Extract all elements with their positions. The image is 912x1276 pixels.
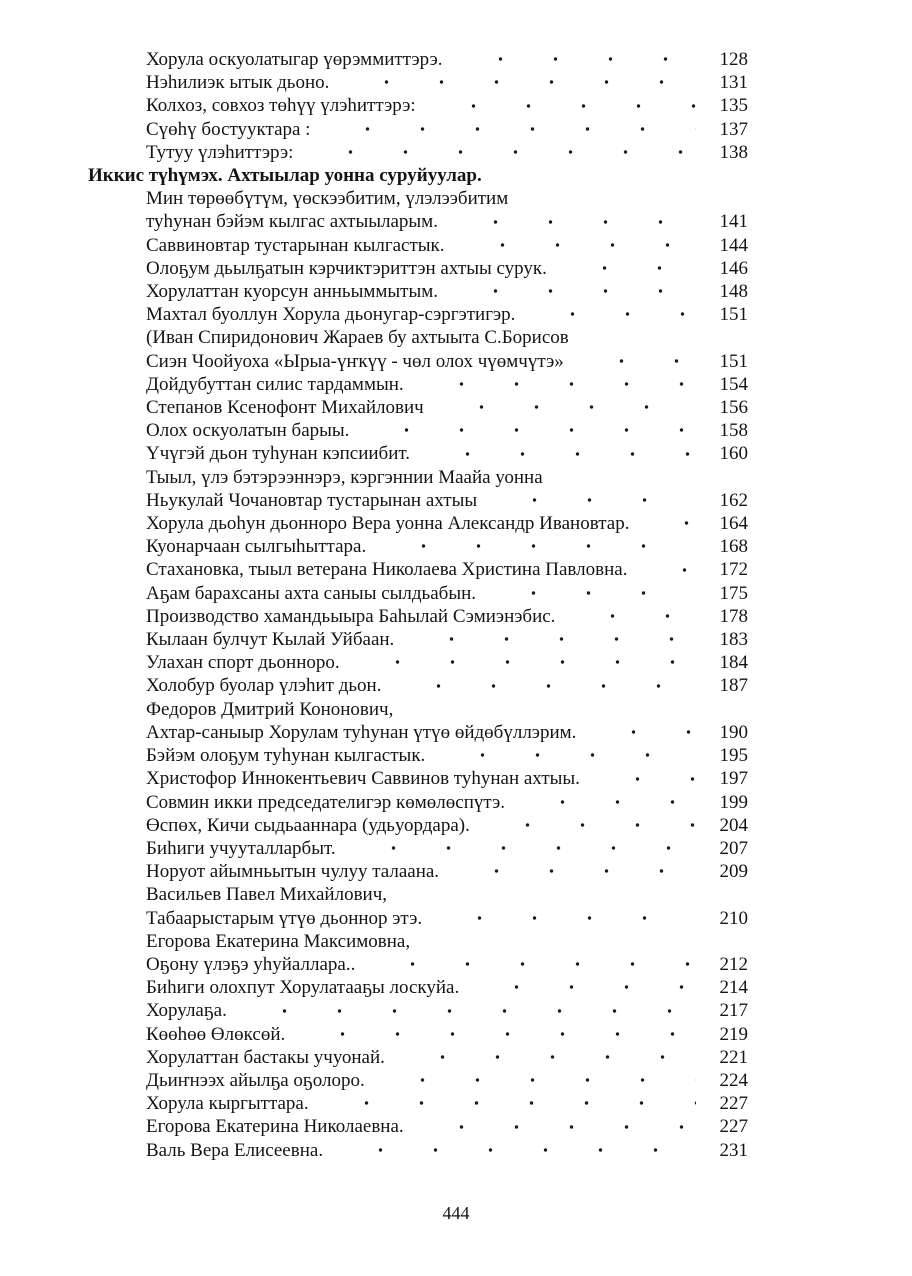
toc-line-text: Колхоз, совхоз төһүү үлэһиттэрэ: xyxy=(146,95,416,117)
toc-page-number: 168 xyxy=(719,536,748,558)
toc-line-text: Дьиҥнээх айылҕа оҕолоро. xyxy=(146,1069,365,1091)
toc-line xyxy=(146,48,748,71)
toc-page-number: 184 xyxy=(719,652,748,674)
toc-line-text: туһунан бэйэм кылгас ахтыыларым. xyxy=(146,211,438,233)
toc-line xyxy=(146,837,748,860)
toc-line xyxy=(146,71,748,94)
toc-line xyxy=(146,976,748,999)
dot-leader xyxy=(377,1069,696,1092)
toc-line xyxy=(146,651,748,674)
toc-line xyxy=(146,118,748,141)
toc-line xyxy=(146,860,748,883)
toc-page-number: 135 xyxy=(719,95,748,117)
toc-line-text: Биһиги учууталларбыт. xyxy=(146,837,336,859)
toc-line-text: Васильев Павел Михайлович, xyxy=(146,884,388,906)
dot-leader xyxy=(639,558,696,581)
toc-page-number: 144 xyxy=(719,234,748,256)
toc-page-number: 156 xyxy=(719,397,748,419)
toc-line xyxy=(146,442,748,465)
toc-line xyxy=(146,350,748,373)
toc-page-number: 151 xyxy=(719,304,748,326)
dot-leader xyxy=(437,744,696,767)
toc-line xyxy=(146,210,748,233)
toc-line-text: Хорула дьоһун дьонноро Вера уонна Александр Ивановтар. xyxy=(146,513,630,535)
toc-line xyxy=(146,396,748,419)
toc-line-text: Христофор Иннокентьевич Саввинов туһунан ахтыы. xyxy=(146,768,580,790)
dot-leader xyxy=(416,1115,696,1138)
dot-leader xyxy=(305,141,696,164)
dot-leader xyxy=(239,999,696,1022)
toc-line xyxy=(146,373,748,396)
section-heading xyxy=(88,164,748,187)
toc-line-text: Валь Вера Елисеевна. xyxy=(146,1139,324,1161)
toc-page-number: 183 xyxy=(719,629,748,651)
toc-line-text: Улахан спорт дьонноро. xyxy=(146,652,340,674)
dot-leader xyxy=(482,814,696,837)
toc-line-text: Нэһилиэк ытык дьоно. xyxy=(146,72,330,94)
dot-leader xyxy=(422,442,696,465)
dot-leader xyxy=(434,907,696,930)
toc-page-number: 146 xyxy=(719,257,748,279)
toc-line-text: Иккис түһүмэх. Ахтыылар уонна суруйуулар. xyxy=(88,165,482,187)
toc-line xyxy=(146,257,748,280)
dot-leader xyxy=(393,674,696,697)
toc-line xyxy=(146,605,748,628)
toc-line-text: Бэйэм олоҕум туһунан кылгастык. xyxy=(146,745,426,767)
toc-line xyxy=(146,141,748,164)
toc-line-text: Ахтар-саныыр Хорулам туһунан үтүө өйдөбүллэрим. xyxy=(146,721,577,743)
dot-leader xyxy=(297,1023,696,1046)
toc-line-text: Аҕам барахсаны ахта саныы сылдьабын. xyxy=(146,582,477,604)
toc-line-text: Тутуу үлэһиттэрэ: xyxy=(146,141,294,163)
toc-page-number: 172 xyxy=(719,559,748,581)
toc-page-number: 231 xyxy=(719,1139,748,1161)
dot-leader xyxy=(416,373,696,396)
toc-line-text: Табаарыстарым үтүө дьоннор этэ. xyxy=(146,907,423,929)
toc-line-text: Производство хамандьыыра Баһылай Сэмиэнэбис. xyxy=(146,605,556,627)
dot-leader xyxy=(576,350,696,373)
toc-line-text: Сүөһү бостууктара : xyxy=(146,118,311,140)
toc-line xyxy=(146,512,748,535)
toc-line xyxy=(146,674,748,697)
dot-leader xyxy=(348,837,696,860)
toc-line-text: Хорулаттан куорсун анньыммытым. xyxy=(146,281,438,303)
dot-leader xyxy=(450,210,696,233)
toc-page-number: 227 xyxy=(719,1116,748,1138)
toc-line xyxy=(146,303,748,326)
toc-line xyxy=(146,466,748,489)
toc-page-number: 151 xyxy=(719,350,748,372)
toc-line-text: Совмин икки председателигэр көмөлөспүтэ. xyxy=(146,791,506,813)
toc-line-text: Олох оскуолатын барыы. xyxy=(146,420,350,442)
toc-line-text: Хорулаҕа. xyxy=(146,1000,227,1022)
toc-line xyxy=(146,907,748,930)
toc-line-text: Дойдубуттан силис тардаммын. xyxy=(146,373,404,395)
toc-line xyxy=(146,628,748,651)
dot-leader xyxy=(450,280,696,303)
toc-line xyxy=(146,1092,748,1115)
dot-leader xyxy=(588,721,696,744)
toc-line xyxy=(146,94,748,117)
toc-page-number: 209 xyxy=(719,861,748,883)
dot-leader xyxy=(641,512,696,535)
toc-line xyxy=(146,721,748,744)
table-of-contents xyxy=(88,48,748,1162)
toc-page-number: 199 xyxy=(719,791,748,813)
toc-page-number: 210 xyxy=(719,907,748,929)
dot-leader xyxy=(352,651,696,674)
toc-page-number: 190 xyxy=(719,721,748,743)
toc-page-number: 162 xyxy=(719,489,748,511)
dot-leader xyxy=(322,118,696,141)
toc-page-number: 227 xyxy=(719,1093,748,1115)
dot-leader xyxy=(457,234,696,257)
toc-line xyxy=(146,744,748,767)
toc-line xyxy=(146,999,748,1022)
dot-leader xyxy=(406,628,696,651)
dot-leader xyxy=(378,535,696,558)
toc-line-text: Ньукулай Чочановтар тустарынан ахтыы xyxy=(146,489,478,511)
toc-line-text: Тыыл, үлэ бэтэрээннэрэ, кэргэннии Маайа уонна xyxy=(146,466,543,488)
dot-leader xyxy=(592,767,696,790)
toc-page-number: 187 xyxy=(719,675,748,697)
toc-line xyxy=(146,1139,748,1162)
toc-page-number: 138 xyxy=(719,141,748,163)
dot-leader xyxy=(471,976,696,999)
dot-leader xyxy=(436,396,696,419)
dot-leader xyxy=(321,1092,696,1115)
dot-leader xyxy=(559,257,696,280)
toc-line-text: Биһиги олохпут Хорулатааҕы лоскуйа. xyxy=(146,977,460,999)
toc-line xyxy=(146,767,748,790)
toc-page-number: 204 xyxy=(719,814,748,836)
toc-line xyxy=(146,1046,748,1069)
toc-page-number: 158 xyxy=(719,420,748,442)
toc-line-text: Хорула кыргыттара. xyxy=(146,1093,309,1115)
toc-line xyxy=(146,814,748,837)
dot-leader xyxy=(488,582,696,605)
dot-leader xyxy=(428,94,696,117)
toc-page-number: 212 xyxy=(719,953,748,975)
toc-line-text: Куонарчаан сылгыһыттара. xyxy=(146,536,367,558)
toc-line xyxy=(146,187,748,210)
toc-line xyxy=(146,419,748,442)
toc-page-number: 221 xyxy=(719,1046,748,1068)
toc-page-number: 148 xyxy=(719,281,748,303)
dot-leader xyxy=(451,860,696,883)
toc-line xyxy=(146,535,748,558)
dot-leader xyxy=(397,1046,696,1069)
toc-line-text: (Иван Спиридонович Жараев бу ахтыыта С.Борисов xyxy=(146,327,569,349)
toc-page-number: 160 xyxy=(719,443,748,465)
toc-line-text: Федоров Дмитрий Кононович, xyxy=(146,698,394,720)
toc-line xyxy=(146,489,748,512)
toc-line-text: Егорова Екатерина Максимовна, xyxy=(146,930,411,952)
dot-leader xyxy=(455,48,696,71)
toc-line-text: Холобур буолар үлэһит дьон. xyxy=(146,675,382,697)
toc-line xyxy=(146,953,748,976)
toc-line xyxy=(146,582,748,605)
toc-line-text: Мин төрөөбүтүм, үөскээбитим, үлэлээбитим xyxy=(146,188,509,210)
toc-line-text: Махтал буоллун Хорула дьонугар-сэргэтигэр. xyxy=(146,304,516,326)
dot-leader xyxy=(367,953,696,976)
toc-line xyxy=(146,234,748,257)
footer-page-number: 444 xyxy=(442,1203,470,1223)
toc-line-text: Сиэн Чоойуоха «Ырыа-үҥкүү - чөл олох чүөмчүтэ» xyxy=(146,350,564,372)
toc-line-text: Степанов Ксенофонт Михайлович xyxy=(146,397,424,419)
toc-page-number: 131 xyxy=(719,72,748,94)
toc-page-number: 141 xyxy=(719,211,748,233)
toc-line-text: Егорова Екатерина Николаевна. xyxy=(146,1116,404,1138)
toc-line xyxy=(146,558,748,581)
toc-line xyxy=(146,930,748,953)
toc-line-text: Хорулаттан бастакы учуонай. xyxy=(146,1046,385,1068)
toc-line xyxy=(146,698,748,721)
toc-page-number: 195 xyxy=(719,745,748,767)
toc-line-text: Саввиновтар тустарынан кылгастык. xyxy=(146,234,445,256)
toc-page-number: 178 xyxy=(719,605,748,627)
toc-line-text: Хорула оскуолатыгар үөрэммиттэрэ. xyxy=(146,49,443,70)
toc-line-text: Стахановка, тыыл ветерана Николаева Христина Павловна. xyxy=(146,559,628,581)
toc-page-number: 217 xyxy=(719,1000,748,1022)
toc-page-number: 207 xyxy=(719,837,748,859)
toc-line xyxy=(146,1069,748,1092)
toc-line-text: Кылаан булчут Кылай Уйбаан. xyxy=(146,629,395,651)
toc-line-text: Көөһөө Өлөксөй. xyxy=(146,1023,286,1045)
toc-page-number: 164 xyxy=(719,513,748,535)
toc-line xyxy=(146,1023,748,1046)
toc-line-text: Норуот айымньытын чулуу талаана. xyxy=(146,861,440,883)
toc-line xyxy=(146,791,748,814)
toc-page-number: 128 xyxy=(719,49,748,70)
dot-leader xyxy=(527,303,696,326)
dot-leader xyxy=(567,605,696,628)
toc-page-number: 197 xyxy=(719,768,748,790)
toc-line-text: Олоҕум дьылҕатын кэрчиктэриттэн ахтыы сурук. xyxy=(146,257,547,279)
toc-line xyxy=(146,1115,748,1138)
dot-leader xyxy=(361,419,696,442)
dot-leader xyxy=(335,1139,696,1162)
toc-line xyxy=(146,280,748,303)
dot-leader xyxy=(517,791,696,814)
dot-leader xyxy=(489,489,696,512)
toc-page-number: 137 xyxy=(719,118,748,140)
toc-page-number: 224 xyxy=(719,1069,748,1091)
toc-line xyxy=(146,883,748,906)
toc-page-number: 154 xyxy=(719,373,748,395)
toc-line-text: Үчүгэй дьон туһунан кэпсиибит. xyxy=(146,443,410,465)
toc-line-text: Оҕону үлэҕэ уһуйаллара.. xyxy=(146,953,356,975)
toc-page-number: 219 xyxy=(719,1023,748,1045)
toc-line xyxy=(146,326,748,349)
toc-line-text: Өспөх, Кичи сыдьааннара (удьуордара). xyxy=(146,814,470,836)
dot-leader xyxy=(341,71,696,94)
toc-page-number: 175 xyxy=(719,582,748,604)
toc-page-number: 214 xyxy=(719,977,748,999)
